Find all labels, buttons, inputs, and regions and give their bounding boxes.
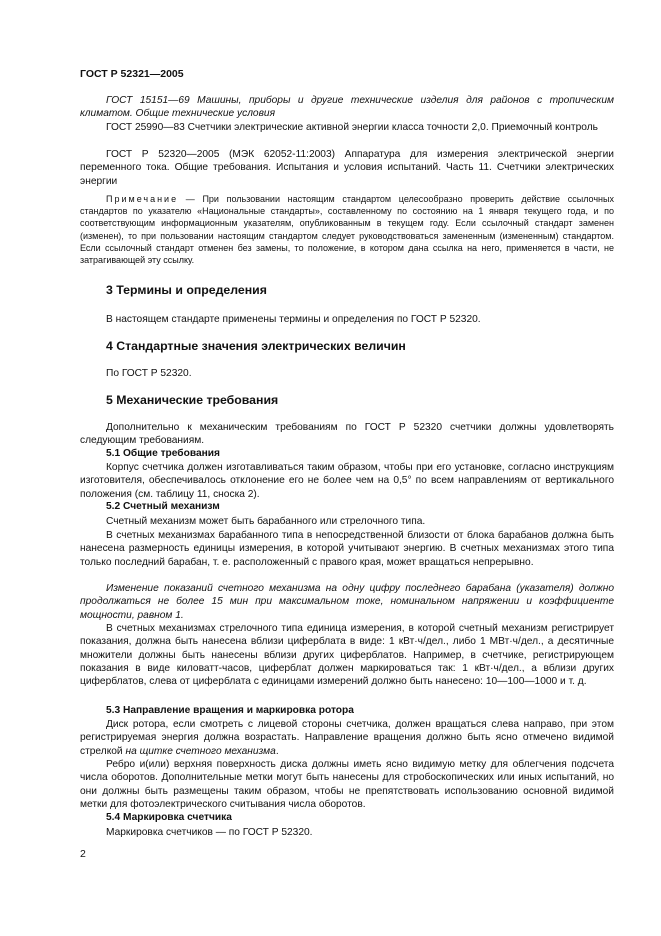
section-3-heading: 3 Термины и определения <box>106 283 267 297</box>
section-5-3-p1-text: Диск ротора, если смотреть с лицевой стороны счетчика, должен вращаться слева направо, при этом регистрируемая энергия должна возрастать. Направление вращения должно быть ясно отмечено видимой стрелкой <box>80 719 614 757</box>
section-5-heading: 5 Механические требования <box>106 393 279 407</box>
section-3-text: В настоящем стандарте применены термины и определения по ГОСТ Р 52320. <box>106 314 481 325</box>
section-5-2-p2: В счетных механизмах барабанного типа в непосредственной близости от блока барабанов должна быть нанесена размерность единицы измерения, в которой учитывают энергию. В счетных механизмах этого типа только последний барабан, т. е. расположенный с правого края, может вращаться непрерывно. <box>80 530 614 568</box>
reference-gost-r-52320: ГОСТ Р 52320—2005 (МЭК 62052-11:2003) Аппаратура для измерения электрической энергии переменного тока. Общие требования. Испытания и условия испытаний. Часть 11. Счетчики электрических энергии <box>80 149 614 187</box>
note-label: Примечание <box>106 194 179 204</box>
section-5-3-p1-italic: на щитке счетного механизма <box>125 745 276 757</box>
reference-gost-25990: ГОСТ 25990—83 Счетчики электрические активной энергии класса точности 2,0. Приемочный контроль <box>106 122 598 133</box>
reference-gost-15151: ГОСТ 15151—69 Машины, приборы и другие технические изделия для районов с тропическим климатом. Общие технические условия <box>80 95 614 120</box>
section-5-2-p1: Счетный механизм может быть барабанного или стрелочного типа. <box>106 516 426 527</box>
section-5-3-p1 <box>80 718 614 758</box>
section-5-4-text: Маркировка счетчиков — по ГОСТ Р 52320. <box>106 827 313 838</box>
page-number: 2 <box>80 848 86 860</box>
section-5-2-heading: 5.2 Счетный механизм <box>106 501 220 512</box>
section-4-heading: 4 Стандартные значения электрических величин <box>106 339 406 353</box>
section-5-3-p2: Ребро и(или) верхняя поверхность диска должны иметь ясно видимую метку для облегчения подсчета числа оборотов. Дополнительные метки могут быть нанесены для стробоскопических или иных испытаний, но они должны быть размещены таким образом, чтобы не препятствовать использованию основной видимой метки для фотоэлектрического считывания числа оборотов. <box>80 759 614 810</box>
section-5-intro: Дополнительно к механическим требованиям по ГОСТ Р 52320 счетчики должны удовлетворять следующим требованиям. <box>80 422 614 447</box>
section-5-1-heading: 5.1 Общие требования <box>106 448 220 459</box>
note-paragraph <box>80 193 614 266</box>
section-5-1-text: Корпус счетчика должен изготавливаться таким образом, чтобы при его установке, согласно инструкциям изготовителя, обеспечивалось отклонение его не более чем на 0,5° по всем направлениям от вертикального положения (см. таблицу 11, сноска 2). <box>80 462 614 500</box>
section-5-4-heading: 5.4 Маркировка счетчика <box>106 812 232 823</box>
document-header: ГОСТ Р 52321—2005 <box>80 68 184 80</box>
section-5-2-p4: В счетных механизмах стрелочного типа единица измерения, в которой счетный механизм регистрирует показания, должна быть нанесена вблизи циферблата в виде: 1 кВт·ч/дел., либо 1 МВт·ч/дел., а десятичные множители должны быть нанесены вблизи других циферблатов. Например, в счетчике, регистрирующем показания в виде киловатт-часов, циферблат должен маркироваться так: 1 кВт·ч/дел., а вблизи других циферблатов, слева от циферблата с единицами измерений должно быть нанесено: 10—100—1000 и т. д. <box>80 623 614 688</box>
note-text: — При пользовании настоящим стандартом целесообразно проверить действие ссылочных стандартов по указателю «Национальные стандарты», составленному по состоянию на 1 января текущего года, и по соответствующим информационным указателям, опубликованным в текущем году. Если ссылочный стандарт заменен (изменен), то при пользовании настоящим стандартом следует руководствоваться замененным (измененным) стандартом. Если ссылочный стандарт отменен без замены, то положение, в котором дана ссылка на него, применяется в части, не затрагивающей эту ссылку. <box>80 194 614 266</box>
section-4-text: По ГОСТ Р 52320. <box>106 368 192 379</box>
section-5-3-heading: 5.3 Направление вращения и маркировка ротора <box>106 705 354 716</box>
section-5-2-p3: Изменение показаний счетного механизма на одну цифру последнего барабана (указателя) должно продолжаться не более 15 мин при максимальном токе, номинальном напряжении и коэффициенте мощности, равном 1. <box>80 583 614 621</box>
section-5-3-p1-end: . <box>275 745 279 757</box>
